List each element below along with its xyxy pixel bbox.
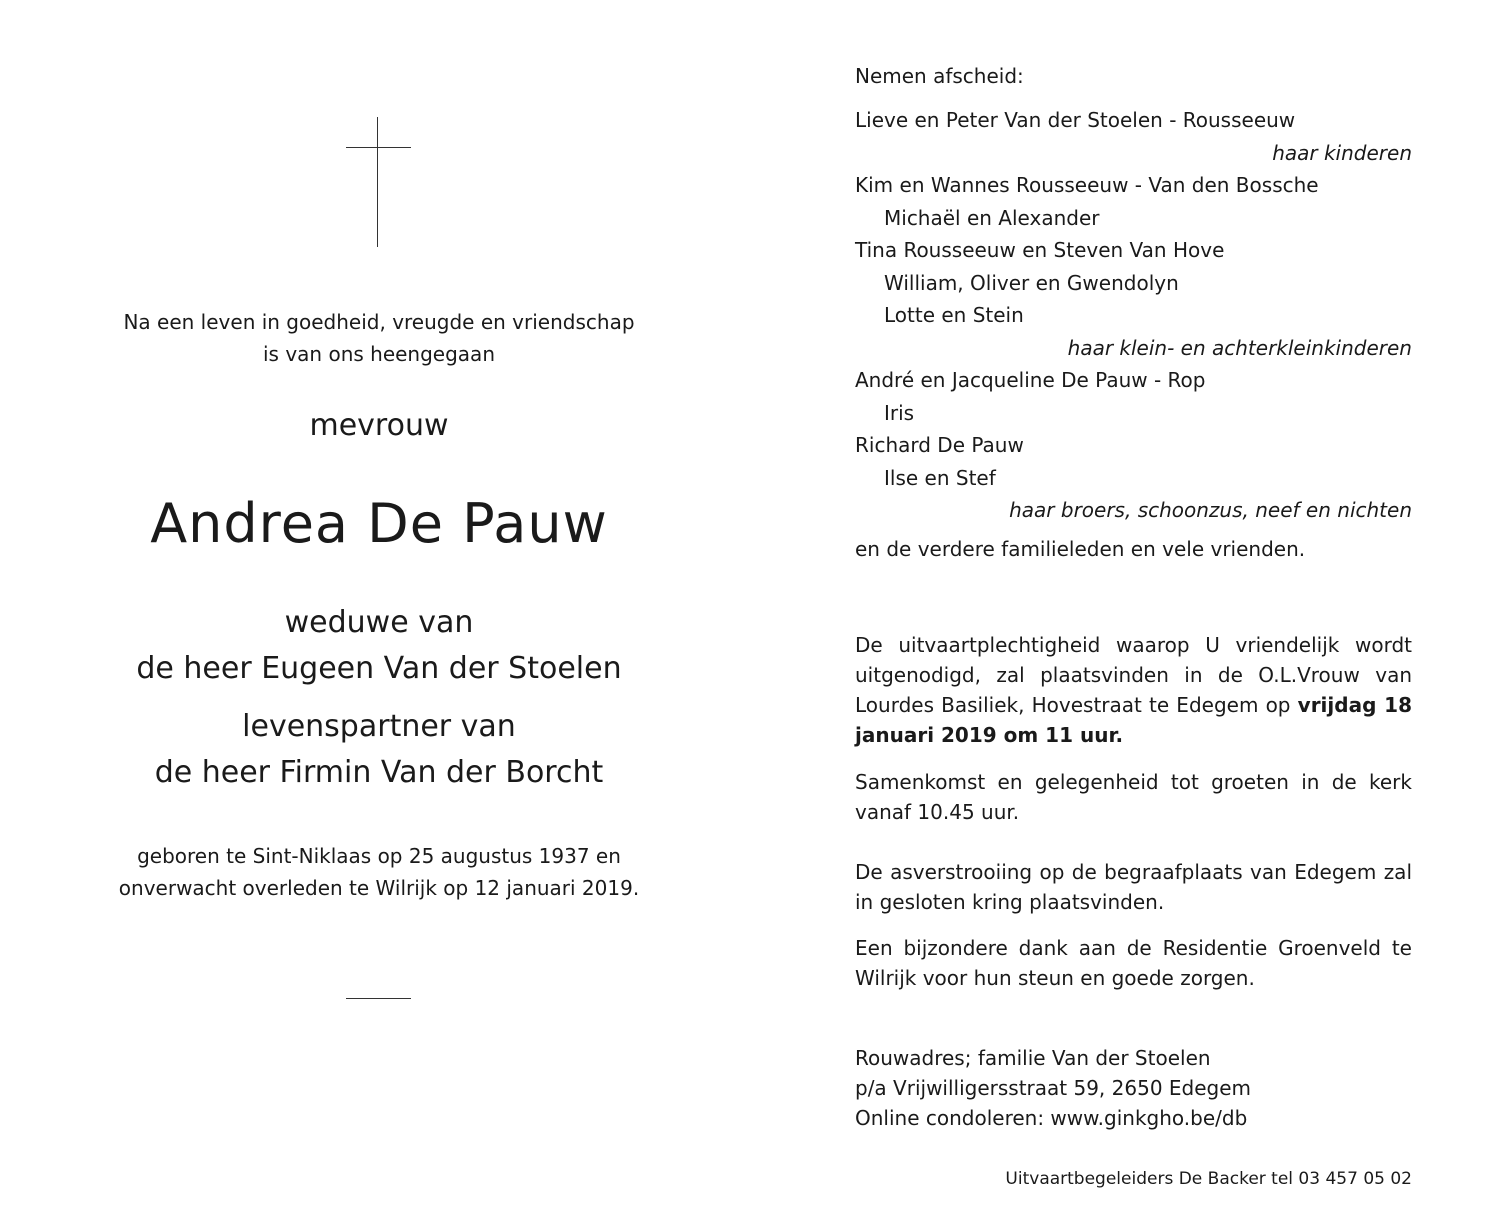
title: mevrouw bbox=[309, 408, 449, 443]
scattering-paragraph: De asverstrooiing op de begraafplaats van Edegem zal in gesloten kring plaatsvinden. bbox=[855, 860, 1412, 914]
farewell-heading: Nemen afscheid: bbox=[855, 64, 1024, 88]
family-line: Iris bbox=[884, 400, 915, 425]
cross-icon-bar bbox=[346, 147, 411, 148]
family-closing: en de verdere familieleden en vele vrienden. bbox=[855, 536, 1306, 561]
address-line-3: Online condoleren: www.ginkgho.be/db bbox=[855, 1106, 1248, 1130]
birth-death-text bbox=[80, 840, 678, 904]
relation-partner bbox=[80, 704, 678, 796]
intro-line-1: Na een leven in goedheid, vreugde en vriendschap bbox=[123, 310, 635, 334]
family-line: Lieve en Peter Van der Stoelen - Rousseeuw bbox=[855, 108, 1296, 132]
relation-widow-label: weduwe van bbox=[284, 605, 474, 640]
relation-widow-name: de heer Eugeen Van der Stoelen bbox=[136, 651, 622, 686]
mourning-address bbox=[855, 1043, 1251, 1133]
relation-partner-name: de heer Firmin Van der Borcht bbox=[154, 755, 604, 790]
family-line: Richard De Pauw bbox=[855, 433, 1024, 457]
divider-line bbox=[346, 998, 411, 999]
family-line: William, Oliver en Gwendolyn bbox=[884, 270, 1179, 295]
family-role: haar broers, schoonzus, neef en nichten bbox=[1009, 498, 1412, 522]
born-line-2: onverwacht overleden te Wilrijk op 12 januari 2019. bbox=[118, 876, 640, 900]
right-panel bbox=[855, 0, 1412, 1214]
born-line-1: geboren te Sint-Niklaas op 25 augustus 1937 en bbox=[137, 844, 621, 868]
family-line: Tina Rousseeuw en Steven Van Hove bbox=[855, 238, 1225, 262]
relation-widow bbox=[80, 600, 678, 692]
cross-icon bbox=[377, 117, 378, 247]
relation-partner-label: levenspartner van bbox=[242, 709, 516, 744]
family-line: Ilse en Stef bbox=[884, 465, 996, 490]
thanks-paragraph: Een bijzondere dank aan de Residentie Groenveld te Wilrijk voor hun steun en goede zorgen. bbox=[855, 936, 1412, 990]
funeral-director-footer: Uitvaartbegeleiders De Backer tel 03 457 05 02 bbox=[1005, 1169, 1412, 1189]
intro-line-2: is van ons heengegaan bbox=[263, 342, 495, 366]
ceremony-date: vrijdag 18 januari 2019 om 11 uur. bbox=[855, 693, 1412, 747]
family-line: Michaël en Alexander bbox=[884, 205, 1100, 230]
address-line-1: Rouwadres; familie Van der Stoelen bbox=[855, 1046, 1211, 1070]
family-line: Kim en Wannes Rousseeuw - Van den Bossche bbox=[855, 173, 1319, 197]
family-list bbox=[855, 104, 1412, 565]
gathering-paragraph: Samenkomst en gelegenheid tot groeten in de kerk vanaf 10.45 uur. bbox=[855, 770, 1412, 824]
family-role: haar kinderen bbox=[1272, 140, 1412, 165]
family-line: André en Jacqueline De Pauw - Rop bbox=[855, 368, 1206, 392]
family-role: haar klein- en achterkleinkinderen bbox=[1067, 335, 1412, 360]
left-panel bbox=[80, 0, 678, 1214]
ceremony-paragraph bbox=[855, 630, 1412, 750]
address-line-2: p/a Vrijwilligersstraat 59, 2650 Edegem bbox=[855, 1076, 1252, 1100]
intro-text bbox=[80, 306, 678, 370]
ceremony-text: De uitvaartplechtigheid waarop U vriendelijk wordt uitgenodigd, zal plaatsvinden in de O.L.Vrouw van Lourdes Basiliek, Hovestraat te Edegem op bbox=[855, 633, 1412, 717]
deceased-name: Andrea De Pauw bbox=[150, 492, 608, 555]
family-line: Lotte en Stein bbox=[884, 303, 1024, 327]
